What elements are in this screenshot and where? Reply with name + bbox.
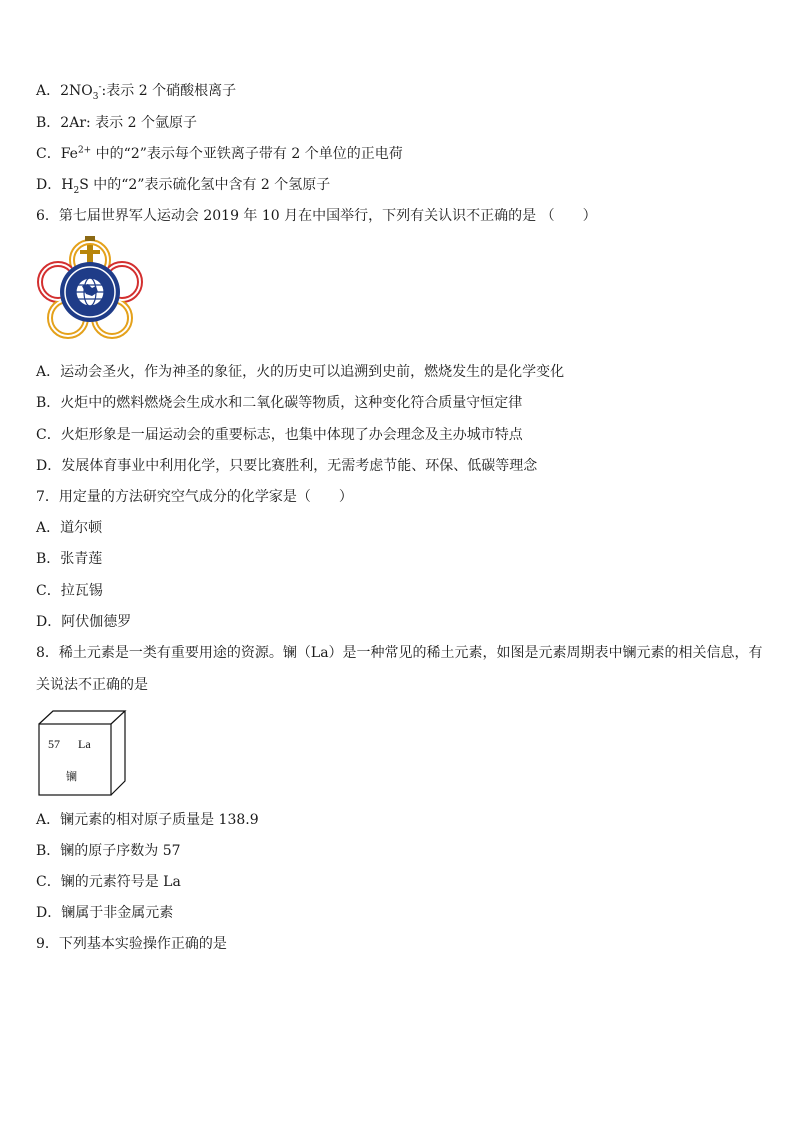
q8-option-c: C．镧的元素符号是 La	[36, 874, 181, 890]
q8-option-a: A．镧元素的相对原子质量是 138.9	[36, 812, 259, 828]
element-number: 57	[48, 737, 60, 751]
element-symbol: La	[78, 737, 91, 751]
q9-stem: 9．下列基本实验操作正确的是	[36, 936, 227, 952]
q7-option-d: D．阿伏伽德罗	[36, 614, 132, 630]
q7-option-a: A．道尔顿	[36, 520, 103, 536]
q8-stem-line1: 8．稀土元素是一类有重要用途的资源。镧（La）是一种常见的稀土元素，如图是元素周期表中镧元素的相关信息，有	[36, 645, 763, 661]
q5-option-b: B．2Ar: 表示 2 个氩原子	[36, 115, 197, 131]
q8-stem-line2: 关说法不正确的是	[36, 677, 148, 693]
element-name: 镧	[66, 770, 77, 783]
q6-option-c: C．火炬形象是一届运动会的重要标志，也集中体现了办会理念及主办城市特点	[36, 427, 523, 443]
lanthanum-element-cube	[38, 710, 128, 796]
q8-option-b: B．镧的原子序数为 57	[36, 843, 181, 859]
q5-option-c: C．$Fe^{2+}$ 中的“2”表示每个亚铁离子带有 2 个单位的正电荷	[36, 145, 403, 162]
q7-option-c: C．拉瓦锡	[36, 583, 103, 599]
q8-option-d: D．镧属于非金属元素	[36, 905, 174, 921]
q6-stem: 6．第七届世界军人运动会 2019 年 10 月在中国举行，下列有关认识不正确的是 （ ）	[36, 208, 597, 224]
q6-option-d: D．发展体育事业中利用化学，只要比赛胜利，无需考虑节能、环保、低碳等理念	[36, 458, 538, 474]
q7-option-b: B．张青莲	[36, 551, 103, 567]
q6-option-a: A．运动会圣火，作为神圣的象征，火的历史可以追溯到史前，燃烧发生的是化学变化	[36, 364, 565, 380]
q5-option-d: D．$H_2S$ 中的“2”表示硫化氢中含有 2 个氢原子	[36, 177, 331, 196]
military-games-emblem-icon	[36, 236, 144, 344]
q5-option-a: A．$2NO_3^-$:表示 2 个硝酸根离子	[36, 82, 237, 102]
q6-option-b: B．火炬中的燃料燃烧会生成水和二氧化碳等物质，这种变化符合质量守恒定律	[36, 395, 523, 411]
q7-stem: 7．用定量的方法研究空气成分的化学家是（ ）	[36, 489, 353, 505]
